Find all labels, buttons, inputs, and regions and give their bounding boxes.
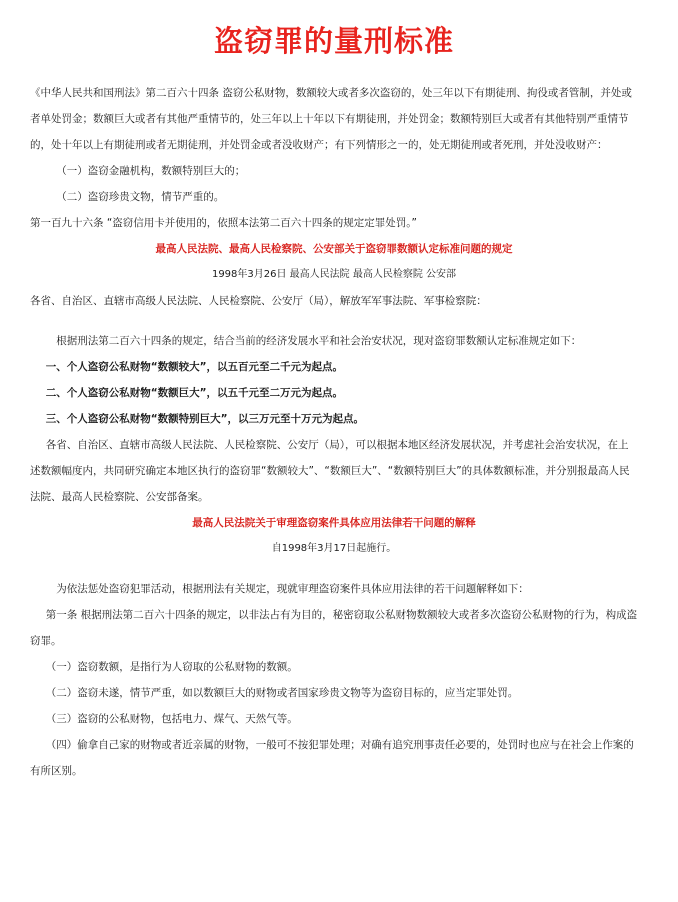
regulation-item-3: 三、个人盗窃公私财物“数额特别巨大”，以三万元至十万元为起点。 xyxy=(45,413,365,425)
regulation-item-1: 一、个人盗窃公私财物“数额较大”，以五百元至二千元为起点。 xyxy=(45,361,344,373)
art264-item-1: （一）盗窃金融机构，数额特别巨大的； xyxy=(56,165,246,177)
interpretation-item-3: （三）盗窃的公私财物，包括电力、煤气、天然气等。 xyxy=(45,713,298,725)
interpretation-date-line: 自1998年3月17日起施行。 xyxy=(271,543,397,554)
spacer xyxy=(30,314,638,328)
interpretation-heading: 最高人民法院关于审理盗窃案件具体应用法律若干问题的解释 xyxy=(192,517,476,529)
art264-item-2: （二）盗窃珍贵文物，情节严重的。 xyxy=(56,191,225,203)
criminal-law-art196: 第一百九十六条 “盗窃信用卡并使用的，依照本法第二百六十四条的规定定罪处罚。” xyxy=(30,217,417,229)
criminal-law-art264: 《中华人民共和国刑法》第二百六十四条 盗窃公私财物，数额较大或者多次盗窃的，处三年以下有期徒刑、拘役或者管制，并处或者单处罚金；数额巨大或者有其他严重情节的，处三年以上十年以下有期徒刑，并处罚金；数额特别巨大或者有其他特别严重情节的，处十年以上有期徒刑或者无期徒刑，并处罚金或者没收财产；有下列情形之一的，处无期徒刑或者死刑，并处没收财产： xyxy=(30,87,632,151)
regulation-closing: 各省、自治区、直辖市高级人民法院、人民检察院、公安厅（局），可以根据本地区经济发展状况，并考虑社会治安状况，在上述数额幅度内，共同研究确定本地区执行的盗窃罪“数额较大”、“数额巨大”、“数额特别巨大”的具体数额标准，并分别报最高人民法院、最高人民检察院、公安部备案。 xyxy=(30,439,630,503)
regulation-addressees: 各省、自治区、直辖市高级人民法院、人民检察院、公安厅（局），解放军军事法院、军事检察院： xyxy=(30,295,487,307)
interpretation-item-1: （一）盗窃数额，是指行为人窃取的公私财物的数额。 xyxy=(45,661,298,673)
regulation-item-2: 二、个人盗窃公私财物“数额巨大”，以五千元至二万元为起点。 xyxy=(45,387,344,399)
regulation-body: 根据刑法第二百六十四条的规定，结合当前的经济发展水平和社会治安状况，现对盗窃罪数额认定标准规定如下： xyxy=(56,335,582,347)
spacer xyxy=(30,562,638,576)
interpretation-art1: 第一条 根据刑法第二百六十四条的规定，以非法占有为目的，秘密窃取公私财物数额较大或者多次盗窃公私财物的行为，构成盗窃罪。 xyxy=(30,609,638,647)
regulation-heading: 最高人民法院、最高人民检察院、公安部关于盗窃罪数额认定标准问题的规定 xyxy=(155,243,513,255)
page-title: 盗窃罪的量刑标准 xyxy=(213,24,454,58)
interpretation-item-4: （四）偷拿自己家的财物或者近亲属的财物，一般可不按犯罪处理；对确有追究刑事责任必要的，处罚时也应与在社会上作案的有所区别。 xyxy=(30,739,634,777)
interpretation-item-2: （二）盗窃未遂，情节严重，如以数额巨大的财物或者国家珍贵文物等为盗窃目标的，应当定罪处罚。 xyxy=(45,687,519,699)
interpretation-body: 为依法惩处盗窃犯罪活动，根据刑法有关规定，现就审理盗窃案件具体应用法律的若干问题解释如下： xyxy=(56,583,529,595)
regulation-date-line: 1998年3月26日 最高人民法院 最高人民检察院 公安部 xyxy=(211,269,457,280)
